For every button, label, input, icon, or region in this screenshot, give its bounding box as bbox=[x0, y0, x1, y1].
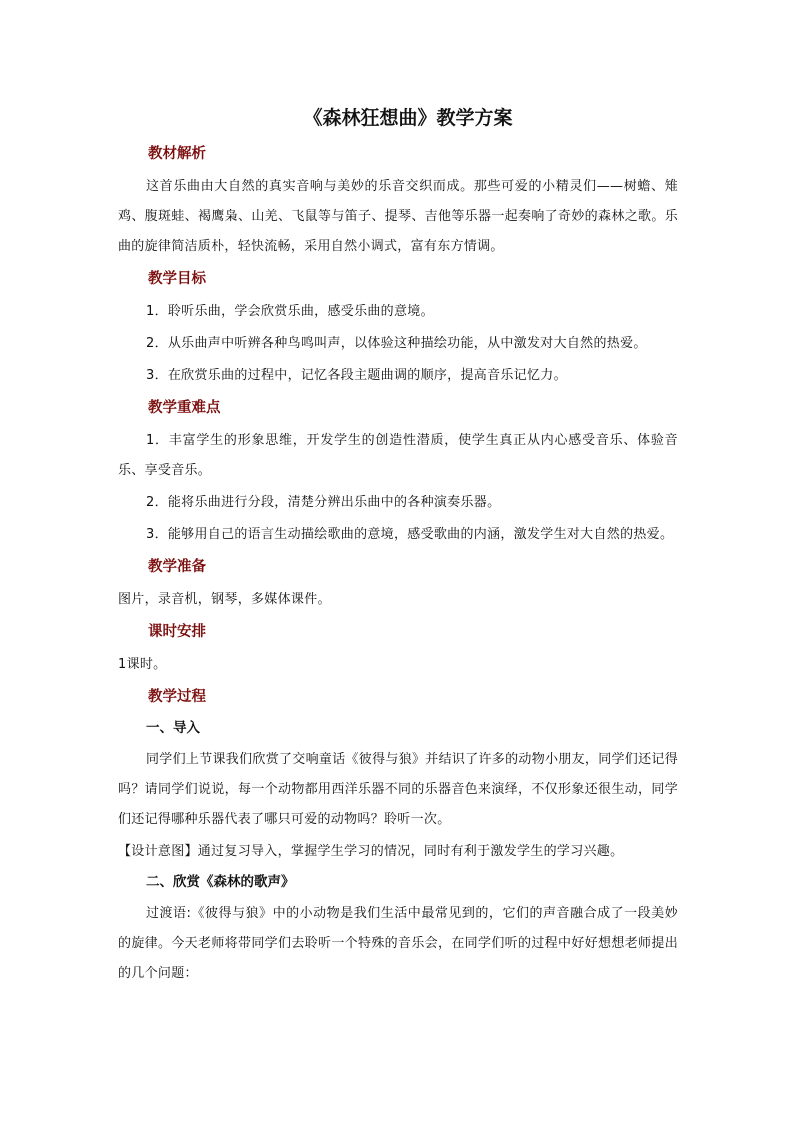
page-title: 《森林狂想曲》教学方案 bbox=[303, 107, 513, 129]
prep-text: 图片，录音机，钢琴，多媒体课件。 bbox=[118, 592, 331, 607]
analysis-paragraph: 这首乐曲由大自然的真实音响与美妙的乐音交织而成。那些可爱的小精灵们——树蟾、雉鸡、腹斑蛙、褐鹰枭、山羌、飞鼠等与笛子、提琴、吉他等乐器一起奏响了奇妙的森林之歌。乐曲的旋律简洁质朴，轻快流畅，采用自然小调式，富有东方情调。 bbox=[118, 179, 678, 254]
process-part2-title: 二、欣赏《森林的歌声》 bbox=[146, 874, 295, 890]
process-part1-title: 一、导入 bbox=[146, 720, 200, 736]
process-part1-design: 【设计意图】通过复习导入，掌握学生学习的情况，同时有利于激发学生的学习兴趣。 bbox=[118, 844, 624, 859]
goal-item: 1．聆听乐曲，学会欣赏乐曲，感受乐曲的意境。 bbox=[146, 304, 434, 319]
goal-item: 2．从乐曲声中听辨各种鸟鸣叫声，以体验这种描绘功能，从中激发对大自然的热爱。 bbox=[146, 336, 647, 351]
section-heading-prep: 教学准备 bbox=[148, 559, 206, 575]
keypoint-item: 3．能够用自己的语言生动描绘歌曲的意境，感受歌曲的内涵，激发学生对大自然的热爱。 bbox=[146, 527, 674, 542]
keypoint-item: 2．能将乐曲进行分段，清楚分辨出乐曲中的各种演奏乐器。 bbox=[146, 495, 501, 510]
process-part1-text: 同学们上节课我们欣赏了交响童话《彼得与狼》并结识了许多的动物小朋友，同学们还记得吗？请同学们说说，每一个动物都用西洋乐器不同的乐器音色来演绎，不仅形象还很生动，同学们还记得哪种乐器代表了哪只可爱的动物吗？聆听一次。 bbox=[118, 752, 679, 827]
process-part2-text: 过渡语:《彼得与狼》中的小动物是我们生活中最常见到的，它们的声音融合成了一段美妙的旋律。今天老师将带同学们去聆听一个特殊的音乐会，在同学们听的过程中好好想想老师提出的几个问题： bbox=[118, 906, 678, 981]
keypoint-item: 1．丰富学生的形象思维，开发学生的创造性潜质，使学生真正从内心感受音乐、体验音乐、享受音乐。 bbox=[118, 433, 678, 478]
goal-item: 3．在欣赏乐曲的过程中，记忆各段主题曲调的顺序，提高音乐记忆力。 bbox=[146, 368, 567, 383]
document-body bbox=[118, 103, 678, 991]
section-heading-process: 教学过程 bbox=[148, 689, 206, 705]
section-heading-analysis: 教材解析 bbox=[148, 146, 206, 162]
section-heading-keypoints: 教学重难点 bbox=[148, 400, 221, 416]
schedule-text: 1课时。 bbox=[118, 657, 167, 672]
section-heading-schedule: 课时安排 bbox=[148, 624, 206, 640]
section-heading-goals: 教学目标 bbox=[148, 271, 206, 287]
